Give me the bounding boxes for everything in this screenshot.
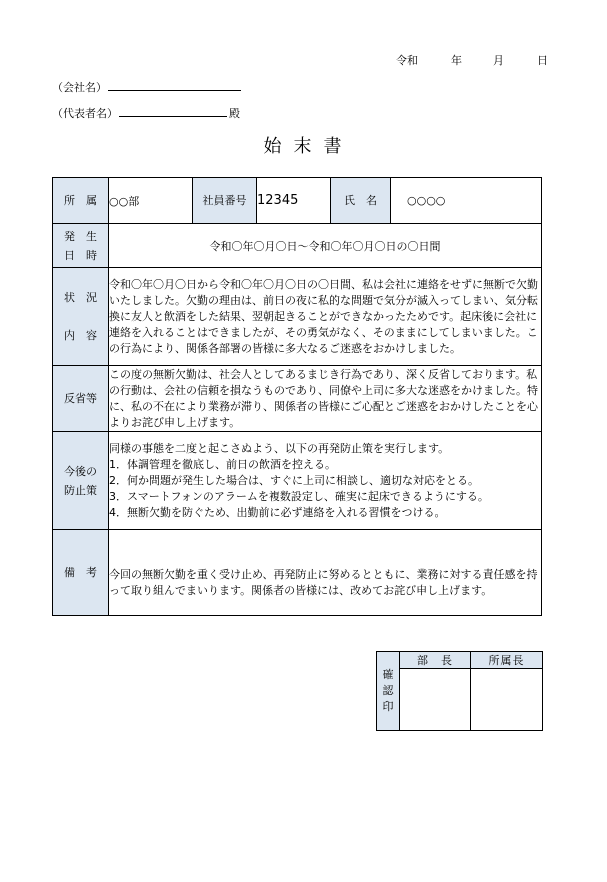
representative-field[interactable]	[119, 106, 227, 117]
company-field[interactable]	[108, 80, 241, 91]
stamp-box-row	[377, 669, 543, 731]
name-label: 氏 名	[331, 178, 391, 224]
remarks-label: 備 考	[53, 530, 109, 616]
prevention-label-line2: 防止策	[64, 483, 97, 497]
prevention-intro: 同様の事態を二度と起こさぬよう、以下の再発防止策を実行します。	[109, 441, 450, 455]
occurrence-label	[53, 224, 109, 268]
prevention-item: 1．体調管理を徹底し、前日の飲酒を控える。	[109, 457, 336, 471]
stamp-header-row	[377, 652, 543, 669]
situation-label-line1: 状 況	[64, 291, 97, 304]
representative-suffix: 殿	[229, 107, 240, 120]
row-occurrence	[53, 224, 542, 268]
prevention-text[interactable]	[109, 432, 542, 530]
company-label: （会社名）	[52, 81, 107, 94]
employee-number-label: 社員番号	[193, 178, 257, 224]
row-reflection	[53, 366, 542, 432]
prevention-label-line1: 今後の	[64, 464, 97, 478]
date-line	[396, 52, 548, 68]
stamp-box-manager[interactable]	[400, 669, 471, 731]
row-situation	[53, 268, 542, 366]
prevention-item: 4．無断欠勤を防ぐため、出勤前に必ず連絡を入れる習慣をつける。	[109, 505, 446, 519]
stamp-head-manager: 部 長	[400, 652, 471, 669]
occurrence-value[interactable]: 令和〇年〇月〇日～令和〇年〇月〇日の〇日間	[109, 224, 542, 268]
report-table	[52, 177, 542, 616]
reflection-label: 反省等	[53, 366, 109, 432]
stamp-side-label	[377, 652, 400, 731]
name-value[interactable]: ○○○○	[391, 178, 542, 224]
row-prevention	[53, 432, 542, 530]
dept-value[interactable]: ○○部	[109, 178, 193, 224]
reflection-text[interactable]: この度の無断欠勤は、社会人としてあるまじき行為であり、深く反省しております。私の行動は、会社の信頼を損なうものであり、同僚や上司に多大な迷惑をかけました。特に、私の不在により業務が滞り、関係者の皆様にご心配とご迷惑をおかけしたことを心よりお詫び申し上げます。	[109, 366, 542, 432]
prevention-item: 2．何か問題が発生した場合は、すぐに上司に相談し、適切な対応をとる。	[109, 473, 479, 487]
stamp-head-supervisor: 所属長	[471, 652, 543, 669]
situation-label	[53, 268, 109, 366]
prevention-label	[53, 432, 109, 530]
occurrence-label-line2: 日 時	[64, 248, 97, 262]
date-day: 日	[537, 54, 548, 67]
stamp-box-supervisor[interactable]	[471, 669, 543, 731]
occurrence-label-line1: 発 生	[64, 229, 97, 243]
stamp-side-char: 印	[382, 700, 394, 713]
representative-label: （代表者名）	[52, 107, 118, 120]
row-basic-info	[53, 178, 542, 224]
situation-text[interactable]: 令和〇年〇月〇日から令和〇年〇月〇日の〇日間、私は会社に連絡をせずに無断で欠勤いたしました。欠勤の理由は、前日の夜に私的な問題で気分が滅入ってしまい、気分転換に友人と飲酒をした結果、翌朝起きることができなかったためです。起床後に会社に連絡を入れることはできましたが、その勇気がなく、そのままにしてしまいました。この行為により、関係各部署の皆様に多大なるご迷惑をおかけしました。	[109, 268, 542, 366]
date-year: 年	[451, 54, 462, 67]
dept-label: 所 属	[53, 178, 109, 224]
employee-number-value[interactable]: 12345	[257, 178, 331, 224]
stamp-side-char: 認	[382, 684, 394, 697]
date-month: 月	[493, 54, 504, 67]
date-era: 令和	[396, 54, 418, 67]
situation-label-line2: 内 容	[64, 329, 97, 342]
approval-stamp-table	[376, 651, 543, 731]
row-remarks	[53, 530, 542, 616]
remarks-text[interactable]: 今回の無断欠勤を重く受け止め、再発防止に努めるとともに、業務に対する責任感を持って取り組んでまいります。関係者の皆様には、改めてお詫び申し上げます。	[109, 530, 542, 616]
stamp-side-char: 確	[382, 668, 394, 681]
page-title: 始末書	[263, 136, 354, 157]
prevention-item: 3．スマートフォンのアラームを複数設定し、確実に起床できるようにする。	[109, 489, 489, 503]
